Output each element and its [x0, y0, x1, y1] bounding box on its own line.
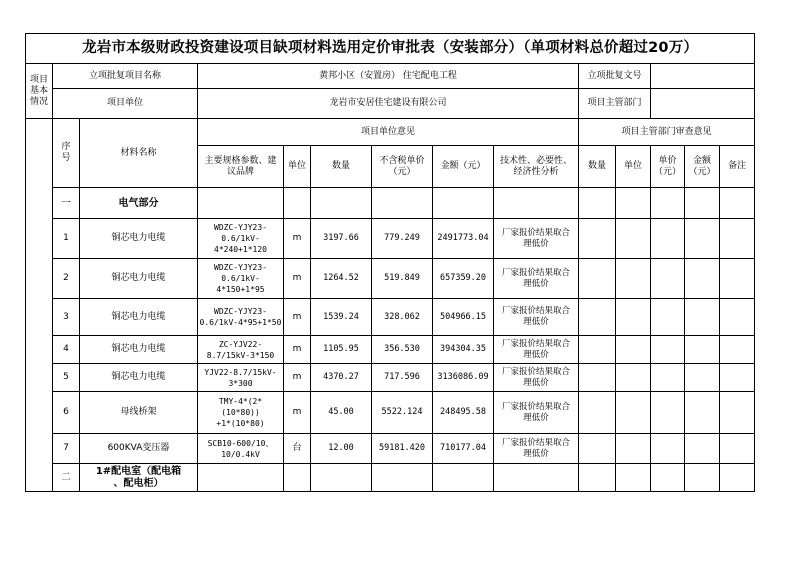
row-unit: m	[284, 219, 311, 259]
row-unit: m	[284, 336, 311, 364]
section-row	[26, 464, 755, 492]
row-quantity: 4370.27	[311, 364, 372, 392]
row-quantity: 1264.52	[311, 259, 372, 299]
row-spec: WDZC-YJY23- 0.6/1kV- 4*240+1*120	[198, 219, 284, 259]
row-amount: 504966.15	[433, 299, 494, 336]
row-spec: SCB10-600/10、 10/0.4kV	[198, 434, 284, 464]
header-analysis: 技术性、必要性、 经济性分析	[494, 146, 579, 188]
row-seq: 2	[53, 259, 80, 299]
row-amount: 710177.04	[433, 434, 494, 464]
row-unit-price: 356.530	[372, 336, 433, 364]
info-row-1	[26, 64, 755, 89]
row-material-name: 铜芯电力电缆	[80, 259, 198, 299]
row-unit: m	[284, 299, 311, 336]
row-quantity: 12.00	[311, 434, 372, 464]
row-unit: m	[284, 392, 311, 434]
approval-doc-no-value	[651, 64, 755, 89]
table-row	[26, 434, 755, 464]
section-number: 二	[53, 464, 80, 492]
header-review-quantity: 数量	[579, 146, 616, 188]
project-unit-value: 龙岩市安居佳宅建设有限公司	[198, 89, 579, 119]
row-analysis: 厂家报价结果取合 理低价	[494, 364, 579, 392]
row-amount: 2491773.04	[433, 219, 494, 259]
table-row	[26, 336, 755, 364]
header-row-1	[26, 119, 755, 146]
row-analysis: 厂家报价结果取合 理低价	[494, 299, 579, 336]
header-supervisor-review: 项目主管部门审查意见	[579, 119, 755, 146]
row-spec: YJV22-8.7/15kV- 3*300	[198, 364, 284, 392]
row-material-name: 母线桥架	[80, 392, 198, 434]
row-material-name: 600KVA变压器	[80, 434, 198, 464]
row-analysis: 厂家报价结果取合 理低价	[494, 336, 579, 364]
supervisor-dept-value	[651, 89, 755, 119]
row-seq: 3	[53, 299, 80, 336]
row-seq: 1	[53, 219, 80, 259]
row-seq: 6	[53, 392, 80, 434]
approval-doc-no-label: 立项批复文号	[579, 64, 651, 89]
row-unit-price: 328.062	[372, 299, 433, 336]
row-unit-price: 59181.420	[372, 434, 433, 464]
row-analysis: 厂家报价结果取合 理低价	[494, 219, 579, 259]
header-seq: 序 号	[53, 119, 80, 188]
header-spec: 主要规格参数、建 议品牌	[198, 146, 284, 188]
row-unit-price: 519.849	[372, 259, 433, 299]
row-material-name: 铜芯电力电缆	[80, 336, 198, 364]
section-name: 1#配电室（配电箱 、配电柜）	[80, 464, 198, 492]
header-quantity: 数量	[311, 146, 372, 188]
info-row-2	[26, 89, 755, 119]
row-seq: 5	[53, 364, 80, 392]
row-quantity: 1539.24	[311, 299, 372, 336]
row-analysis: 厂家报价结果取合 理低价	[494, 259, 579, 299]
row-quantity: 45.00	[311, 392, 372, 434]
header-review-unit: 单位	[616, 146, 651, 188]
row-material-name: 铜芯电力电缆	[80, 364, 198, 392]
row-quantity: 1105.95	[311, 336, 372, 364]
row-seq: 4	[53, 336, 80, 364]
row-unit-price: 717.596	[372, 364, 433, 392]
supervisor-dept-label: 项目主管部门	[579, 89, 651, 119]
table-row	[26, 219, 755, 259]
row-unit: 台	[284, 434, 311, 464]
left-blank-column	[26, 119, 53, 492]
row-quantity: 3197.66	[311, 219, 372, 259]
row-material-name: 铜芯电力电缆	[80, 299, 198, 336]
row-analysis: 厂家报价结果取合 理低价	[494, 434, 579, 464]
row-amount: 657359.20	[433, 259, 494, 299]
header-amount: 金额（元）	[433, 146, 494, 188]
row-spec: TMY-4*(2* (10*80)) +1*(10*80)	[198, 392, 284, 434]
row-amount: 3136086.09	[433, 364, 494, 392]
header-unit-opinion: 项目单位意见	[198, 119, 579, 146]
table-row	[26, 259, 755, 299]
approval-project-name-value: 黄邦小区（安置房） 住宅配电工程	[198, 64, 579, 89]
row-material-name: 铜芯电力电缆	[80, 219, 198, 259]
header-review-amount: 金额 （元）	[685, 146, 720, 188]
header-material-name: 材料名称	[80, 119, 198, 188]
row-spec: WDZC-YJY23- 0.6/1kV-4*95+1*50	[198, 299, 284, 336]
table-row	[26, 299, 755, 336]
basic-info-label: 项目 基本 情况	[26, 64, 53, 119]
row-spec: WDZC-YJY23- 0.6/1kV- 4*150+1*95	[198, 259, 284, 299]
table-row	[26, 392, 755, 434]
row-unit-price: 779.249	[372, 219, 433, 259]
section-name: 电气部分	[80, 188, 198, 219]
title-row	[26, 34, 755, 64]
row-amount: 394304.35	[433, 336, 494, 364]
header-unit: 单位	[284, 146, 311, 188]
sheet-title: 龙岩市本级财政投资建设项目缺项材料选用定价审批表（安装部分）（单项材料总价超过20万）	[26, 34, 755, 64]
row-analysis: 厂家报价结果取合 理低价	[494, 392, 579, 434]
approval-table	[25, 33, 755, 492]
row-spec: ZC-YJV22- 8.7/15kV-3*150	[198, 336, 284, 364]
section-number: 一	[53, 188, 80, 219]
row-amount: 248495.58	[433, 392, 494, 434]
row-unit: m	[284, 259, 311, 299]
row-unit-price: 5522.124	[372, 392, 433, 434]
section-row	[26, 188, 755, 219]
project-unit-label: 项目单位	[53, 89, 198, 119]
header-unit-price: 不含税单价 （元）	[372, 146, 433, 188]
row-seq: 7	[53, 434, 80, 464]
header-remark: 备注	[720, 146, 755, 188]
table-row	[26, 364, 755, 392]
header-review-unit-price: 单价 （元）	[651, 146, 685, 188]
row-unit: m	[284, 364, 311, 392]
approval-project-name-label: 立项批复项目名称	[53, 64, 198, 89]
